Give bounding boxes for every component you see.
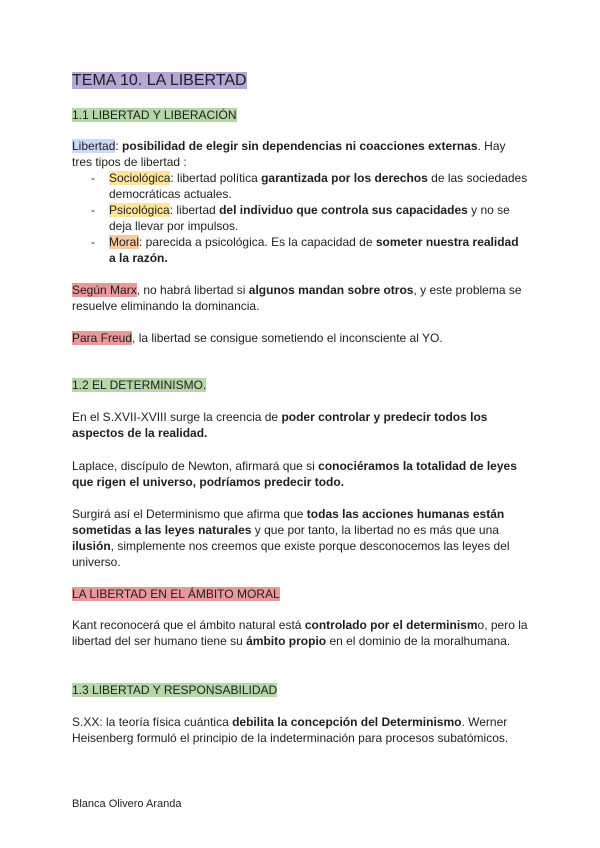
kant-paragraph: Kant reconocerá que el ámbito natural está controlado por el determinismo, pero la libertad del ser humano tiene su ámbito propio en el dominio de la moralhumana.: [72, 618, 528, 648]
section-heading-libertad-liberacion: 1.1 LIBERTAD Y LIBERACIÓN: [72, 108, 237, 122]
list-item: - Psicológica: libertad del individuo que controla sus capacidades y no se deja llevar por impulsos.: [91, 203, 510, 233]
freud-paragraph: Para Freud, la libertad se consigue sometiendo el inconsciente al YO.: [72, 331, 443, 345]
section-heading-determinismo: 1.2 EL DETERMINISMO.: [72, 378, 207, 392]
list-item: - Sociológica: libertad política garantizada por los derechos de las sociedades democráticas actuales.: [91, 171, 528, 201]
determinism-paragraph-3: Surgirá así el Determinismo que afirma que todas las acciones humanas están sometidas a las leyes naturales y que por tanto, la libertad no es más que una ilusión, simplemente nos creemos que existe porque desconocemos las leyes del universo.: [72, 507, 510, 569]
section-heading-ambito-moral: LA LIBERTAD EN EL ÁMBITO MORAL: [72, 587, 280, 601]
page-title: TEMA 10. LA LIBERTAD: [72, 72, 247, 89]
marx-paragraph: Según Marx, no habrá libertad si algunos mandan sobre otros, y este problema se resuelve eliminando la dominancia.: [72, 283, 522, 313]
determinism-paragraph-1: En el S.XVII-XVIII surge la creencia de poder controlar y predecir todos los aspectos de la realidad.: [72, 410, 488, 440]
footer-author: Blanca Olivero Aranda: [72, 798, 182, 810]
quantum-paragraph: S.XX: la teoría física cuántica debilita la concepción del Determinismo. Werner Heisenberg formuló el principio de la indeterminación para procesos subatómicos.: [72, 715, 509, 745]
liberty-types-list: [72, 170, 528, 266]
definition-paragraph: Libertad: posibilidad de elegir sin dependencias ni coacciones externas. Hay tres tipos de libertad :: [72, 139, 506, 169]
list-item: - Moral: parecida a psicológica. Es la capacidad de someter nuestra realidad a la razón.: [91, 235, 519, 265]
determinism-paragraph-2: Laplace, discípulo de Newton, afirmará que si conociéramos la totalidad de leyes que rigen el universo, podríamos predecir todo.: [72, 459, 517, 489]
highlight-term: Libertad: [72, 139, 116, 153]
section-heading-responsabilidad: 1.3 LIBERTAD Y RESPONSABILIDAD: [72, 683, 278, 697]
